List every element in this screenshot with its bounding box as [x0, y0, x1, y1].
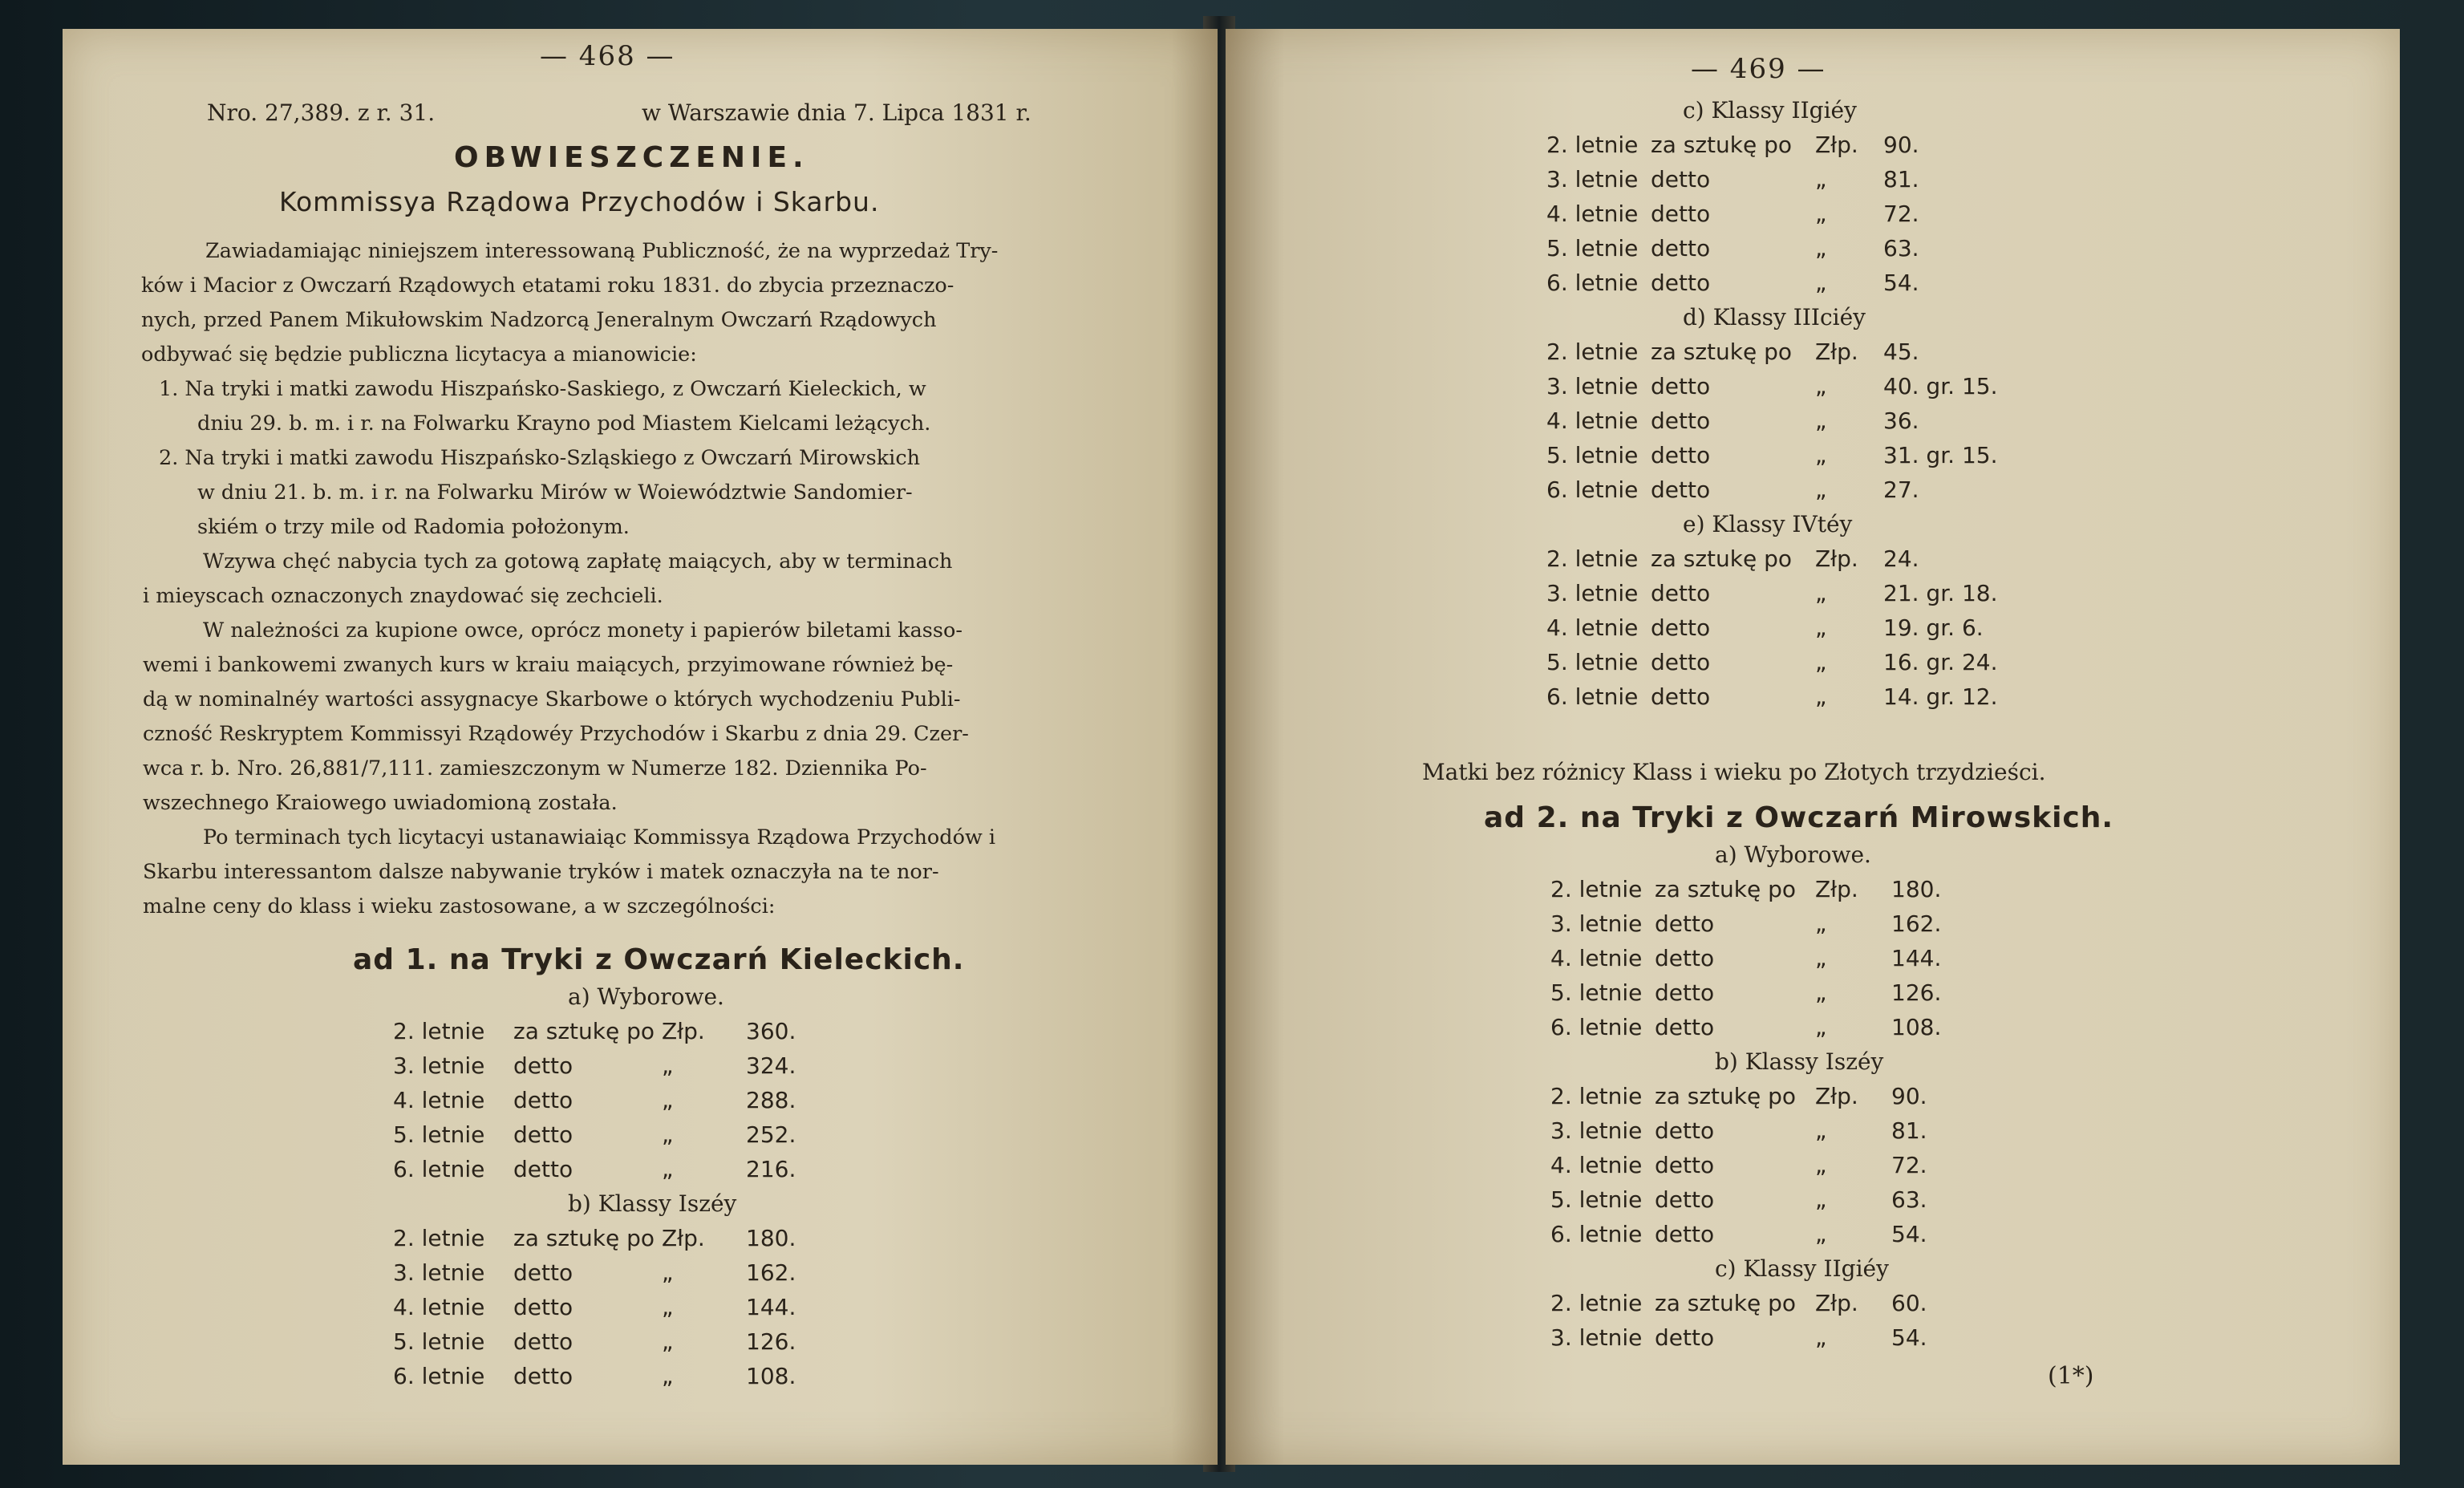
unit-cell: detto [1655, 1014, 1715, 1040]
unit-cell: detto [513, 1121, 573, 1148]
age-cell: 5. letnie [1550, 979, 1643, 1006]
price-cell: 27. [1883, 476, 1919, 503]
unit-cell: detto [1655, 1186, 1715, 1213]
age-cell: 3. letnie [393, 1259, 485, 1286]
currency-cell: „ [1815, 580, 1827, 606]
currency-cell: „ [662, 1363, 674, 1389]
unit-cell: detto [1651, 649, 1711, 675]
price-cell: 60. [1891, 1290, 1927, 1316]
text-line: odbywać się będzie publiczna licytacya a mianowicie: [141, 343, 697, 367]
unit-cell: detto [1651, 442, 1711, 468]
age-cell: 2. letnie [393, 1018, 485, 1044]
text-line: nych, przed Panem Mikułowskim Nadzorcą Jeneralnym Owczarń Rządowych [141, 308, 937, 332]
price-cell: 180. [1891, 876, 1942, 902]
auction-list [159, 372, 930, 545]
class-label: c) Klassy IIgiéy [1683, 97, 1857, 124]
price-cell: 16. gr. 24. [1883, 649, 1998, 675]
age-cell: 6. letnie [1546, 270, 1639, 296]
age-cell: 6. letnie [1546, 476, 1639, 503]
age-cell: 2. letnie [1550, 1290, 1643, 1316]
age-cell: 6. letnie [393, 1363, 485, 1389]
price-cell: 144. [746, 1294, 796, 1320]
currency-cell: „ [1815, 649, 1827, 675]
currency-cell: Złp. [1815, 1290, 1858, 1316]
text-line: wszechnego Kraiowego uwiadomioną została. [143, 791, 618, 815]
price-cell: 54. [1891, 1324, 1927, 1351]
currency-cell: Złp. [1815, 339, 1858, 365]
class-label: c) Klassy IIgiéy [1715, 1255, 1889, 1282]
section-title: ad 2. na Tryki z Owczarń Mirowskich. [1484, 801, 2114, 834]
currency-cell: Złp. [1815, 132, 1858, 158]
unit-cell: detto [513, 1294, 573, 1320]
currency-cell: „ [1815, 407, 1827, 434]
unit-cell: detto [513, 1363, 573, 1389]
price-cell: 108. [746, 1363, 796, 1389]
unit-cell: detto [513, 1052, 573, 1079]
age-cell: 2. letnie [1546, 545, 1639, 572]
text-line: Skarbu interessantom dalsze nabywanie tryków i matek oznaczyła na te nor- [143, 860, 939, 884]
right-page [1226, 29, 2400, 1465]
currency-cell: „ [1815, 235, 1827, 262]
age-cell: 5. letnie [393, 1121, 485, 1148]
age-cell: 6. letnie [1546, 683, 1639, 710]
age-cell: 2. letnie [1546, 132, 1639, 158]
text-line: ków i Macior z Owczarń Rządowych etatami roku 1831. do zbycia przeznaczo- [141, 274, 954, 298]
age-cell: 4. letnie [393, 1294, 485, 1320]
unit-cell: za sztukę po [1655, 1083, 1797, 1109]
list-item-cont: dniu 29. b. m. i r. na Folwarku Krayno pod Miastem Kielcami leżących. [197, 412, 931, 436]
age-cell: 5. letnie [1546, 649, 1639, 675]
currency-cell: „ [662, 1087, 674, 1113]
currency-cell: „ [1815, 442, 1827, 468]
age-cell: 4. letnie [1546, 614, 1639, 641]
list-item-cont: w dniu 21. b. m. i r. na Folwarku Mirów w Woiewództwie Sandomier- [197, 480, 913, 505]
price-cell: 72. [1883, 201, 1919, 227]
text-line: i mieyscach oznaczonych znaydować się zechcieli. [143, 584, 663, 608]
unit-cell: detto [1651, 407, 1711, 434]
signature-mark: (1*) [2048, 1362, 2094, 1390]
unit-cell: detto [1655, 1152, 1715, 1178]
price-cell: 216. [746, 1156, 796, 1182]
unit-cell: detto [1651, 166, 1711, 193]
age-cell: 2. letnie [393, 1225, 485, 1251]
unit-cell: detto [513, 1156, 573, 1182]
price-cell: 180. [746, 1225, 796, 1251]
unit-cell: detto [1655, 1324, 1715, 1351]
price-cell: 108. [1891, 1014, 1942, 1040]
currency-cell: „ [1815, 201, 1827, 227]
price-cell: 81. [1883, 166, 1919, 193]
age-cell: 3. letnie [1550, 910, 1643, 937]
page-number: — 469 — [1691, 53, 1826, 85]
currency-cell: Złp. [1815, 545, 1858, 572]
price-cell: 126. [1891, 979, 1942, 1006]
age-cell: 6. letnie [1550, 1221, 1643, 1247]
text-line: Zawiadamiając niniejszem interessowaną Publiczność, że na wyprzedaż Try- [205, 239, 999, 263]
price-cell: 24. [1883, 545, 1919, 572]
text-line: dą w nominalnéy wartości assygnacye Skarbowe o których wychodzeniu Publi- [143, 687, 961, 712]
currency-cell: „ [662, 1156, 674, 1182]
unit-cell: detto [1651, 580, 1711, 606]
age-cell: 5. letnie [1546, 235, 1639, 262]
price-cell: 252. [746, 1121, 796, 1148]
text-line: wca r. b. Nro. 26,881/7,111. zamieszczonym w Numerze 182. Dziennika Po- [143, 756, 927, 780]
unit-cell: za sztukę po [1651, 339, 1793, 365]
price-cell: 72. [1891, 1152, 1927, 1178]
unit-cell: detto [1655, 945, 1715, 971]
age-cell: 2. letnie [1550, 1083, 1643, 1109]
text-line: Po terminach tych licytacyi ustanawiaiąc Kommissya Rządowa Przychodów i [203, 825, 996, 849]
text-line: W należności za kupione owce, oprócz monety i papierów biletami kasso- [203, 618, 962, 643]
unit-cell: detto [513, 1087, 573, 1113]
price-cell: 54. [1883, 270, 1919, 296]
currency-cell: „ [1815, 979, 1827, 1006]
body-paragraph [143, 545, 996, 924]
unit-cell: detto [513, 1328, 573, 1355]
age-cell: 3. letnie [1546, 166, 1639, 193]
currency-cell: „ [1815, 1186, 1827, 1213]
unit-cell: detto [1651, 683, 1711, 710]
document-title: OBWIESZCZENIE. [454, 141, 809, 174]
currency-cell: „ [662, 1121, 674, 1148]
age-cell: 4. letnie [1546, 407, 1639, 434]
currency-cell: „ [662, 1328, 674, 1355]
unit-cell: detto [1655, 1117, 1715, 1144]
note-line: Matki bez różnicy Klass i wieku po Złotych trzydzieści. [1422, 759, 2046, 785]
section-title: ad 1. na Tryki z Owczarń Kieleckich. [353, 943, 965, 976]
age-cell: 3. letnie [1546, 580, 1639, 606]
intro-paragraph [141, 234, 999, 372]
price-cell: 144. [1891, 945, 1942, 971]
price-cell: 63. [1883, 235, 1919, 262]
age-cell: 2. letnie [1546, 339, 1639, 365]
currency-cell: „ [1815, 1152, 1827, 1178]
age-cell: 5. letnie [1550, 1186, 1643, 1213]
price-cell: 21. gr. 18. [1883, 580, 1998, 606]
document-number: Nro. 27,389. z r. 31. [207, 99, 436, 126]
price-cell: 14. gr. 12. [1883, 683, 1998, 710]
document-subtitle: Kommissya Rządowa Przychodów i Skarbu. [279, 186, 880, 217]
unit-cell: detto [1651, 270, 1711, 296]
unit-cell: za sztukę po [1655, 876, 1797, 902]
currency-cell: „ [1815, 270, 1827, 296]
unit-cell: detto [1655, 979, 1715, 1006]
age-cell: 4. letnie [1546, 201, 1639, 227]
price-cell: 162. [746, 1259, 796, 1286]
price-cell: 324. [746, 1052, 796, 1079]
age-cell: 3. letnie [1546, 373, 1639, 399]
unit-cell: za sztukę po [1651, 545, 1793, 572]
currency-cell: „ [1815, 683, 1827, 710]
class-label: d) Klassy IIIciéy [1683, 304, 1866, 330]
currency-cell: „ [1815, 1221, 1827, 1247]
currency-cell: „ [662, 1259, 674, 1286]
age-cell: 4. letnie [1550, 945, 1643, 971]
price-cell: 90. [1891, 1083, 1927, 1109]
currency-cell: „ [1815, 1014, 1827, 1040]
unit-cell: za sztukę po [1651, 132, 1793, 158]
unit-cell: detto [1651, 201, 1711, 227]
currency-cell: „ [1815, 1324, 1827, 1351]
currency-cell: Złp. [662, 1018, 705, 1044]
class-label: a) Wyborowe. [1715, 841, 1871, 868]
unit-cell: za sztukę po [513, 1225, 655, 1251]
left-page [63, 29, 1218, 1465]
price-cell: 81. [1891, 1117, 1927, 1144]
class-label: b) Klassy Iszéy [1715, 1048, 1884, 1075]
text-line: malne ceny do klass i wieku zastosowane, a w szczególności: [143, 894, 776, 918]
currency-cell: „ [1815, 373, 1827, 399]
price-cell: 31. gr. 15. [1883, 442, 1998, 468]
text-line: czność Reskryptem Kommissyi Rządowéy Przychodów i Skarbu z dnia 29. Czer- [143, 722, 969, 746]
age-cell: 3. letnie [393, 1052, 485, 1079]
price-cell: 126. [746, 1328, 796, 1355]
list-item: 1. Na tryki i matki zawodu Hiszpańsko-Saskiego, z Owczarń Kieleckich, w [159, 377, 926, 401]
price-cell: 90. [1883, 132, 1919, 158]
age-cell: 6. letnie [1550, 1014, 1643, 1040]
text-line: wemi i bankowemi zwanych kurs w kraiu maiących, przyimowane również bę- [143, 653, 954, 677]
list-item-cont: skiém o trzy mile od Radomia położonym. [197, 515, 630, 539]
text-line: Wzywa chęć nabycia tych za gotową zapłatę maiących, aby w terminach [203, 549, 953, 574]
currency-cell: „ [662, 1294, 674, 1320]
currency-cell: „ [1815, 166, 1827, 193]
unit-cell: detto [1655, 910, 1715, 937]
currency-cell: Złp. [662, 1225, 705, 1251]
unit-cell: detto [1651, 235, 1711, 262]
price-cell: 40. gr. 15. [1883, 373, 1998, 399]
currency-cell: Złp. [1815, 876, 1858, 902]
place-date: w Warszawie dnia 7. Lipca 1831 r. [642, 99, 1031, 126]
age-cell: 3. letnie [1550, 1324, 1643, 1351]
class-label: b) Klassy Iszéy [568, 1190, 737, 1217]
age-cell: 4. letnie [393, 1087, 485, 1113]
unit-cell: za sztukę po [513, 1018, 655, 1044]
currency-cell: „ [1815, 614, 1827, 641]
price-cell: 162. [1891, 910, 1942, 937]
currency-cell: Złp. [1815, 1083, 1858, 1109]
unit-cell: detto [1651, 614, 1711, 641]
page-number: — 468 — [540, 40, 675, 72]
price-cell: 288. [746, 1087, 796, 1113]
age-cell: 6. letnie [393, 1156, 485, 1182]
price-cell: 36. [1883, 407, 1919, 434]
currency-cell: „ [1815, 910, 1827, 937]
price-cell: 360. [746, 1018, 796, 1044]
age-cell: 5. letnie [1546, 442, 1639, 468]
class-label: a) Wyborowe. [568, 983, 724, 1010]
price-cell: 54. [1891, 1221, 1927, 1247]
currency-cell: „ [1815, 1117, 1827, 1144]
currency-cell: „ [1815, 945, 1827, 971]
age-cell: 2. letnie [1550, 876, 1643, 902]
unit-cell: detto [513, 1259, 573, 1286]
age-cell: 5. letnie [393, 1328, 485, 1355]
currency-cell: „ [1815, 476, 1827, 503]
unit-cell: za sztukę po [1655, 1290, 1797, 1316]
list-item: 2. Na tryki i matki zawodu Hiszpańsko-Szląskiego z Owczarń Mirowskich [159, 446, 921, 470]
class-label: e) Klassy IVtéy [1683, 511, 1853, 537]
age-cell: 3. letnie [1550, 1117, 1643, 1144]
age-cell: 4. letnie [1550, 1152, 1643, 1178]
price-cell: 45. [1883, 339, 1919, 365]
price-cell: 63. [1891, 1186, 1927, 1213]
unit-cell: detto [1651, 476, 1711, 503]
currency-cell: „ [662, 1052, 674, 1079]
unit-cell: detto [1655, 1221, 1715, 1247]
price-cell: 19. gr. 6. [1883, 614, 1984, 641]
unit-cell: detto [1651, 373, 1711, 399]
